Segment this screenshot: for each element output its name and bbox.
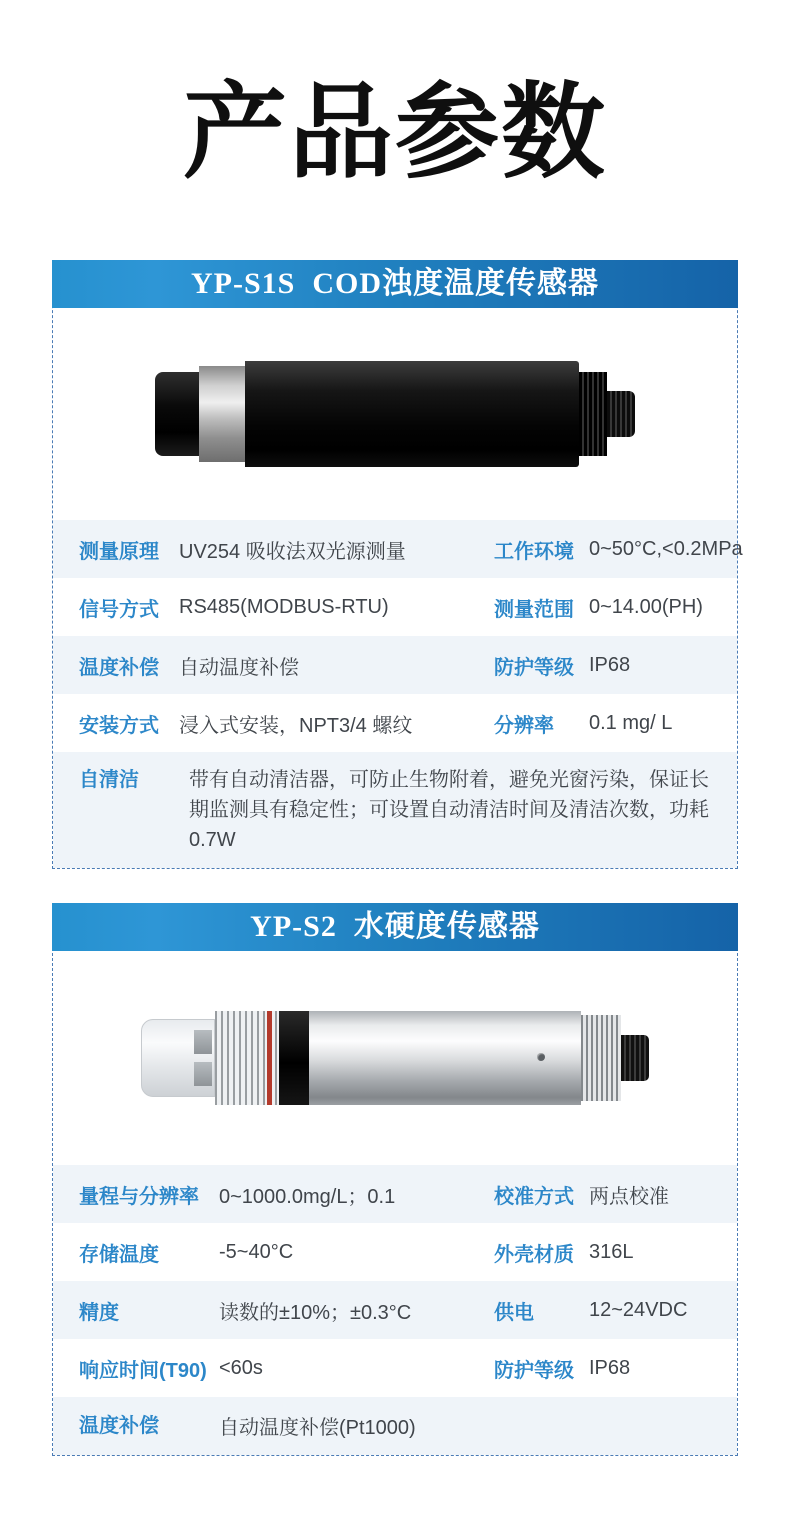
spec-value: 自动温度补偿 [179, 656, 299, 679]
spec-cell [79, 1296, 494, 1325]
spec-cell [79, 593, 494, 622]
spec-row [53, 752, 737, 868]
spec-row [53, 1281, 737, 1339]
spec-label: 防护等级 [494, 656, 574, 679]
spec-value: 0~1000.0mg/L；0.1 [219, 1185, 396, 1208]
spec-value: IP68 [589, 653, 631, 676]
spec-label: 温度补偿 [79, 656, 159, 679]
spec-row [53, 520, 743, 578]
spec-cell [494, 1238, 737, 1267]
sensor-clear-thread [215, 1011, 279, 1105]
spec-cell [494, 593, 737, 622]
spec-row [53, 694, 737, 752]
spec-row [53, 1397, 737, 1455]
sensor-thread-collar [579, 372, 607, 456]
page-title: 产品参数 [182, 76, 607, 191]
spec-label: 测量范围 [494, 598, 574, 621]
spec-cell [494, 709, 737, 738]
sensor-connector-tip [621, 1035, 649, 1081]
spec-value: 0.1 mg/ L [589, 711, 673, 734]
spec-value: 自动温度补偿(Pt1000) [219, 1417, 416, 1440]
spec-label: 自清洁 [79, 769, 139, 792]
sensor-metal-band [199, 366, 245, 462]
sensor-thread-neck [581, 1015, 621, 1101]
product-image-area [53, 308, 737, 520]
spec-value: 两点校准 [589, 1185, 669, 1208]
spec-label: 工作环境 [494, 540, 574, 563]
spec-value: 0~50°C,<0.2MPa [589, 537, 743, 560]
spec-cell [79, 1238, 494, 1267]
spec-value: 带有自动清洁器，可防止生物附着，避免光窗污染，保证长期监测具有稳定性；可设置自动清洁时间及清洁次数，功耗0.7W [189, 769, 709, 852]
product-card-yp-s1s [52, 260, 743, 869]
spec-value: 读数的±10%；±0.3°C [219, 1301, 412, 1324]
sensor-black-band [279, 1011, 309, 1105]
spec-label: 校准方式 [494, 1185, 574, 1208]
spec-row [53, 1339, 737, 1397]
spec-label: 供电 [494, 1301, 534, 1324]
spec-label: 存储温度 [79, 1243, 159, 1266]
sensor-connector-tip [607, 391, 635, 437]
spec-label: 响应时间(T90) [79, 1359, 207, 1382]
spec-cell [79, 709, 494, 738]
black-cod-sensor-photo [155, 361, 635, 467]
spec-value: RS485(MODBUS-RTU) [179, 595, 389, 618]
spec-label: 温度补偿 [79, 1415, 159, 1438]
spec-value: UV254 吸收法双光源测量 [179, 540, 406, 563]
product-image-area [53, 951, 737, 1165]
spec-cell [494, 535, 743, 564]
spec-cell [494, 1180, 737, 1209]
spec-label: 分辨率 [494, 714, 554, 737]
spec-cell [494, 651, 737, 680]
spec-cell [79, 651, 494, 680]
spec-label: 量程与分辨率 [79, 1185, 199, 1208]
spec-value: <60s [219, 1356, 263, 1379]
spec-label: 信号方式 [79, 598, 159, 621]
spec-table-1 [53, 520, 743, 868]
sensor-clear-cap [141, 1019, 215, 1097]
spec-label: 安装方式 [79, 714, 159, 737]
spec-row [53, 1165, 737, 1223]
spec-label: 外壳材质 [494, 1243, 574, 1266]
sensor-body [245, 361, 579, 467]
stainless-hardness-sensor-photo [141, 1008, 649, 1108]
spec-value: 316L [589, 1240, 634, 1263]
sensor-steel-body [309, 1011, 581, 1105]
spec-cell [494, 1296, 737, 1325]
spec-cell [494, 1354, 737, 1383]
sensor-end-cap [155, 372, 199, 456]
spec-row [53, 1223, 737, 1281]
spec-label: 防护等级 [494, 1359, 574, 1382]
spec-table-2 [53, 1165, 737, 1455]
spec-cell [79, 765, 737, 855]
product-card-yp-s2 [52, 903, 738, 1456]
spec-cell [79, 535, 494, 564]
spec-value: -5~40°C [219, 1240, 294, 1263]
spec-row [53, 636, 737, 694]
spec-cell [79, 1354, 494, 1383]
card-title-yp-s1s: YP-S1S COD浊度温度传感器 [52, 260, 738, 308]
spec-value: 12~24VDC [589, 1298, 688, 1321]
spec-value: 0~14.00(PH) [589, 595, 703, 618]
card-title-yp-s2: YP-S2 水硬度传感器 [52, 903, 738, 951]
spec-label: 测量原理 [79, 540, 159, 563]
spec-value: IP68 [589, 1356, 631, 1379]
spec-label: 精度 [79, 1301, 119, 1324]
spec-cell [79, 1411, 737, 1441]
spec-row [53, 578, 737, 636]
spec-value: 浸入式安装，NPT3/4 螺纹 [179, 714, 413, 737]
spec-cell [79, 1180, 494, 1209]
